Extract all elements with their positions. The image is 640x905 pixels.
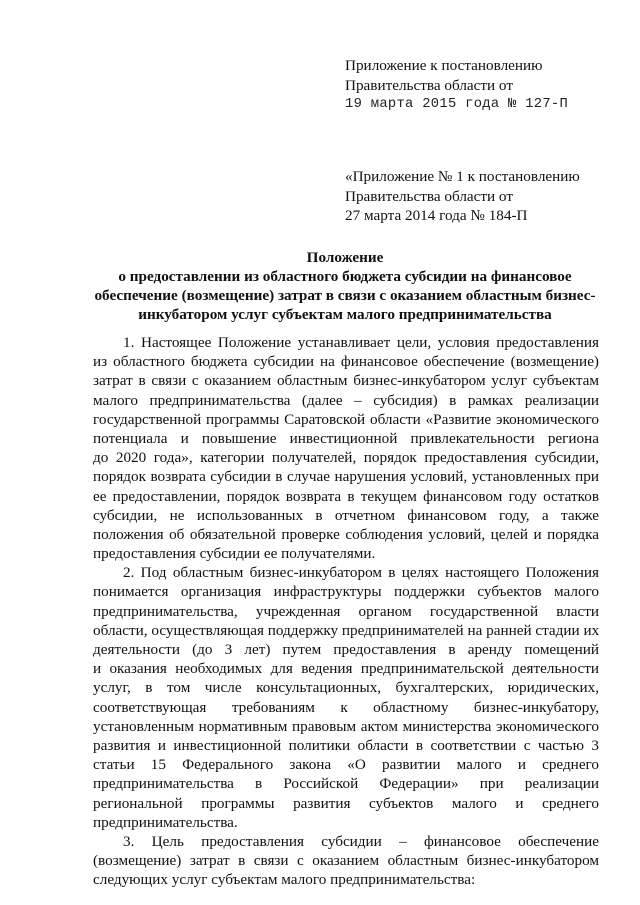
title-line: инкубатором услуг субъектам малого предпринимательства	[138, 306, 552, 323]
approval-note-original	[345, 167, 625, 226]
approval-note-current	[345, 56, 625, 115]
approval-note-line: «Приложение № 1 к постановлению	[345, 168, 580, 185]
paragraph-line: и оказания необходимых для ведения предпринимательской деятельности	[93, 660, 599, 678]
paragraph-line: 3. Цель предоставления субсидии – финансовое обеспечение	[123, 832, 599, 850]
paragraph-line: государственной программы Саратовской области «Развитие экономического	[93, 410, 599, 428]
paragraph-line: понимается организация инфраструктуры поддержки субъектов малого	[93, 583, 599, 601]
approval-note-line: Приложение к постановлению	[345, 57, 543, 74]
paragraph-line: ее предоставлении, порядок возврата в текущем финансовом году остатков	[93, 487, 599, 505]
paragraph-line: предпринимательства.	[93, 813, 238, 831]
approval-note-line: Правительства области от	[345, 76, 513, 94]
paragraph-line: 2. Под областным бизнес-инкубатором в целях настоящего Положения	[123, 564, 599, 582]
paragraph-line: положения об обязательной проверке соблюдения условий, целей и порядка	[93, 525, 599, 543]
paragraph-line: статьи 15 Федерального закона «О развитии малого и среднего	[93, 756, 599, 774]
paragraph-line: потенциала и повышение инвестиционной привлекательности региона	[93, 429, 599, 447]
paragraph-line: предпринимательства, учрежденная органом государственной власти	[93, 602, 599, 620]
paragraph-1	[93, 333, 599, 563]
paragraph-line: затрат в связи с оказанием областным бизнес-инкубатором услуг субъектам	[93, 372, 599, 390]
title-line: Положение	[306, 249, 384, 266]
approval-note-date-number: 27 марта 2014 года № 184-П	[345, 207, 528, 224]
paragraph-line: предпринимательства в Российской Федерации» при реализации	[93, 775, 599, 793]
paragraph-line: услуг, в том числе консультационных, бухгалтерских, юридических,	[93, 679, 599, 697]
title-line: обеспечение (возмещение) затрат в связи с оказанием областным бизнес-	[94, 287, 596, 304]
paragraph-line: региональной программы развития субъектов малого и среднего	[93, 794, 599, 812]
paragraph-line: развития и инвестиционной политики области в соответствии с частью 3	[93, 736, 599, 754]
paragraph-line: соответствующая требованиям к областному бизнес-инкубатору,	[93, 698, 599, 716]
approval-note-date-number: 19 марта 2015 года № 127-П	[345, 97, 569, 112]
paragraph-line: 1. Настоящее Положение устанавливает цели, условия предоставления	[123, 334, 599, 351]
paragraph-line: предоставления субсидии ее получателями.	[93, 545, 376, 563]
paragraph-line: (возмещение) затрат в связи с оказанием областным бизнес-инкубатором	[93, 852, 599, 870]
document-title	[80, 248, 610, 324]
paragraph-line: до 2020 года», категории получателей, порядок предоставления субсидии,	[93, 449, 599, 467]
paragraph-line: области, осуществляющая поддержку предпринимателей на ранней стадии их	[93, 621, 600, 639]
paragraph-line: деятельности (до 3 лет) путем предоставления в аренду помещений	[93, 641, 599, 658]
document-body	[93, 333, 599, 889]
approval-note-line: Правительства области от	[345, 187, 513, 205]
title-line: о предоставлении из областного бюджета субсидии на финансовое	[118, 268, 572, 285]
paragraph-line: малого предпринимательства (далее – субсидия) в рамках реализации	[93, 391, 599, 409]
paragraph-line: из областного бюджета субсидии на финансовое обеспечение (возмещение)	[93, 353, 599, 371]
paragraph-2	[93, 563, 599, 832]
paragraph-line: следующих услуг субъектам малого предпринимательства:	[93, 871, 476, 889]
paragraph-3	[93, 832, 599, 890]
paragraph-line: установленным нормативным правовым актом министерства экономического	[93, 717, 599, 735]
paragraph-line: порядок возврата субсидии в случае нарушения условий, установленных при	[93, 468, 599, 486]
paragraph-line: субсидии, не использованных в отчетном финансовом году, а также	[93, 506, 599, 524]
